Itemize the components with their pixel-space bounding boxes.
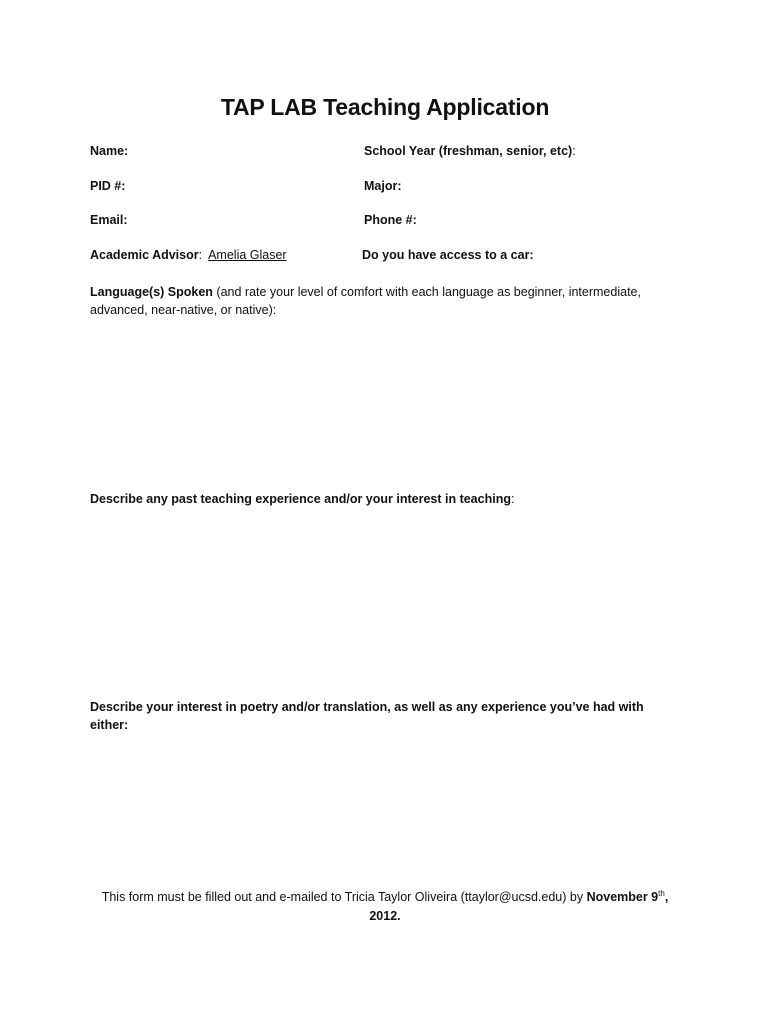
phone-label: Phone #: <box>364 213 417 227</box>
languages-instructions: (and rate your level of comfort with each language as beginner, intermediate, advanced, near-native, or native): <box>90 285 641 317</box>
teaching-section <box>90 490 680 508</box>
school-year-colon: : <box>572 144 576 158</box>
name-label: Name: <box>90 144 129 158</box>
advisor-colon: : <box>198 248 203 262</box>
name-field <box>90 144 128 158</box>
advisor-label: Academic Advisor <box>90 248 199 262</box>
languages-section <box>90 283 680 319</box>
pid-field <box>90 179 125 193</box>
advisor-value: Amelia Glaser <box>208 248 287 262</box>
school-year-field <box>364 144 576 158</box>
page-title: TAP LAB Teaching Application <box>220 94 550 120</box>
advisor-field <box>90 248 287 262</box>
car-access-label: Do you have access to a car: <box>362 248 534 262</box>
footer-text: This form must be filled out and e-mailed to Tricia Taylor Oliveira (ttaylor@ucsd.edu) by <box>101 890 587 904</box>
email-field <box>90 213 128 227</box>
teaching-label: Describe any past teaching experience and/or your interest in teaching <box>90 492 511 506</box>
major-field <box>364 179 402 193</box>
deadline-suffix: th <box>658 888 665 898</box>
deadline-date: November 9 <box>586 890 659 904</box>
pid-label: PID #: <box>90 179 126 193</box>
deadline-comma: , <box>664 890 669 904</box>
poetry-section <box>90 698 680 734</box>
teaching-colon: : <box>510 492 515 506</box>
poetry-label: Describe your interest in poetry and/or translation, as well as any experience you’ve had with either: <box>90 700 644 732</box>
major-label: Major: <box>364 179 402 193</box>
email-label: Email: <box>90 213 128 227</box>
phone-field <box>364 213 417 227</box>
languages-label: Language(s) Spoken <box>90 285 213 299</box>
submission-instructions <box>60 888 710 926</box>
school-year-label: School Year (freshman, senior, etc) <box>364 144 573 158</box>
deadline-year: 2012. <box>369 909 401 923</box>
car-access-field <box>362 248 534 262</box>
